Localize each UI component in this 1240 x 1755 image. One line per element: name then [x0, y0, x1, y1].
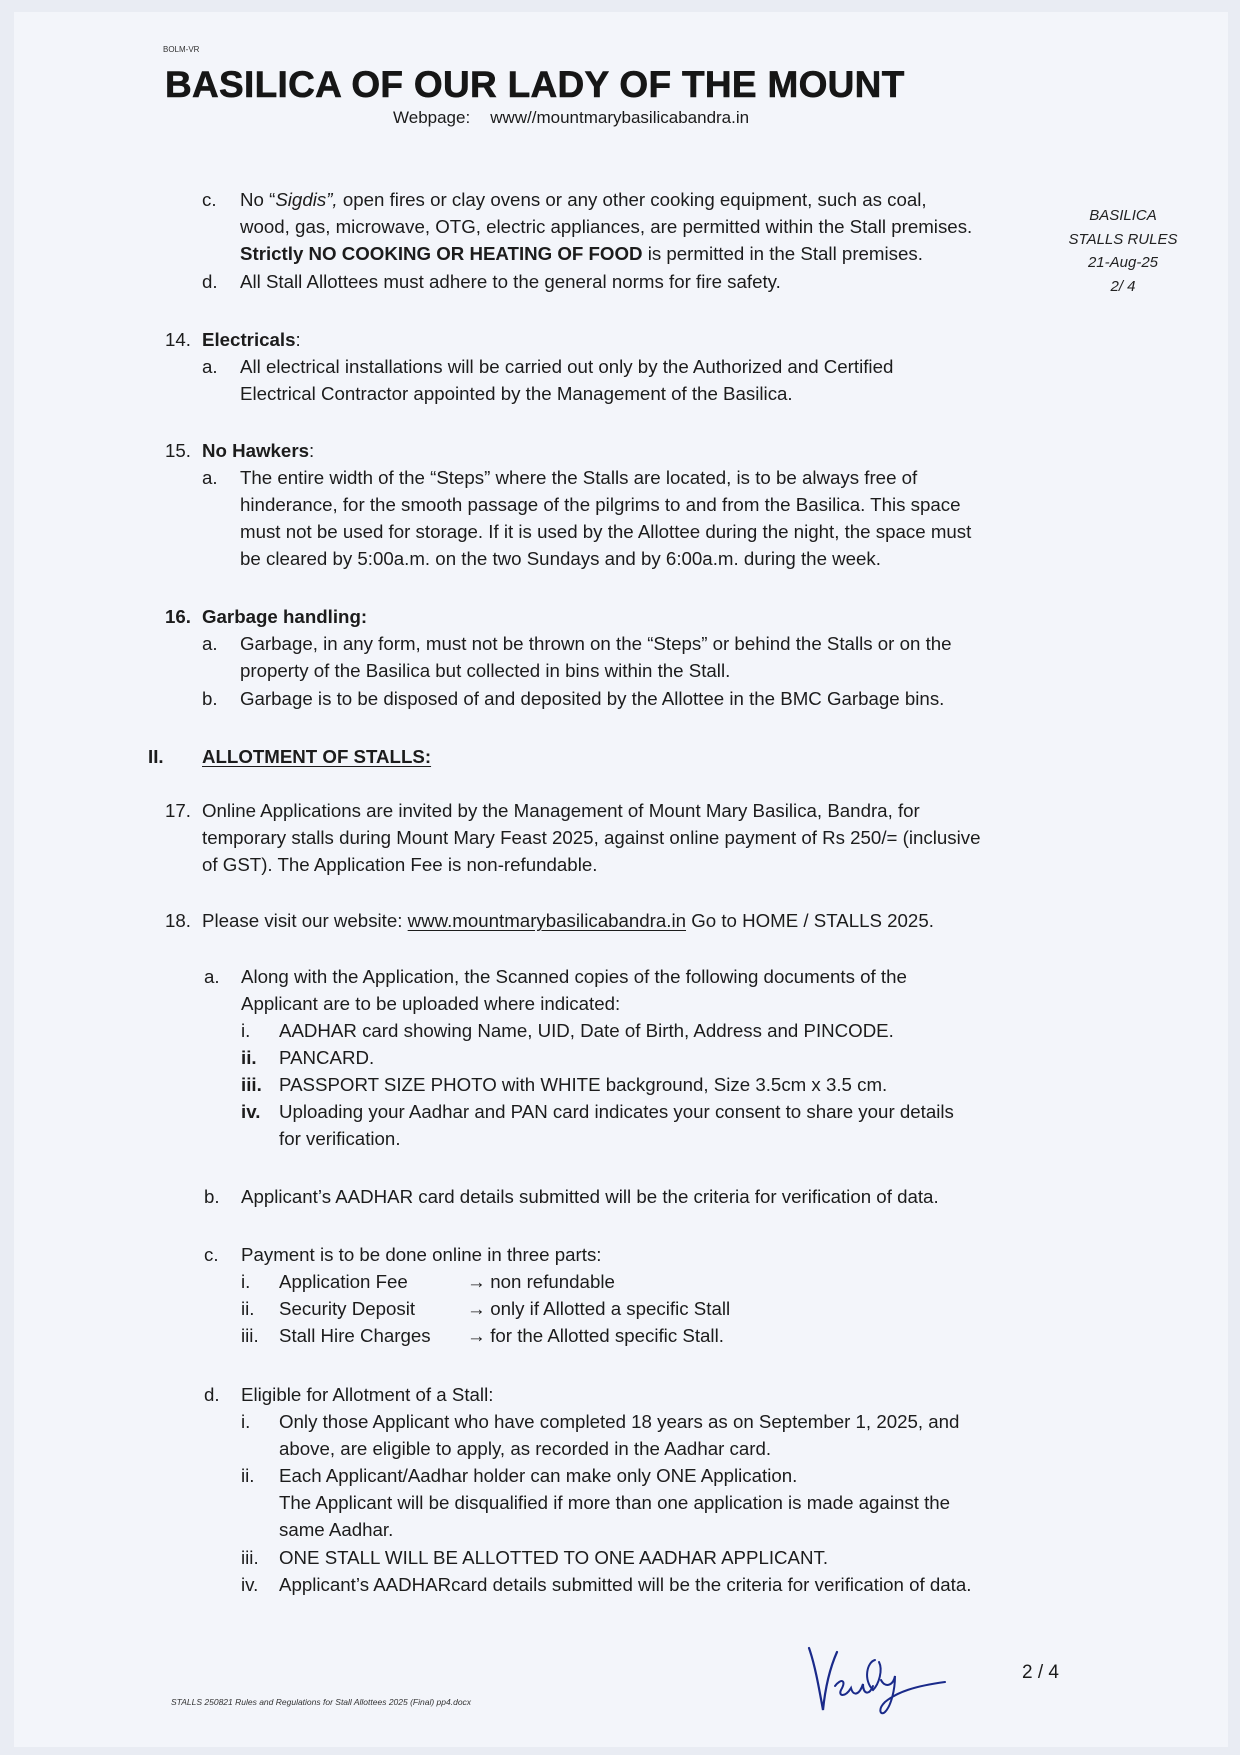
list-marker: a. — [202, 467, 218, 488]
item-number: 18. — [165, 910, 191, 931]
item-13c-line1: No “Sigdis”, open fires or clay ovens or any other cooking equipment, such as coal, — [240, 189, 927, 210]
footer-filename: STALLS 250821 Rules and Regulations for Stall Allottees 2025 (Final) pp4.docx — [171, 1697, 472, 1707]
item-18c-text: Payment is to be done online in three parts: — [241, 1244, 602, 1265]
item-15-heading: No Hawkers: — [202, 440, 315, 461]
item-15a-line1: The entire width of the “Steps” where the Stalls are located, is to be always free of — [240, 467, 918, 488]
item-13d-text: All Stall Allottees must adhere to the general norms for fire safety. — [240, 271, 781, 292]
side-note — [1058, 204, 1188, 298]
payment-part-note: → only if Allotted a specific Stall — [467, 1295, 730, 1323]
document-requirement: PANCARD. — [279, 1047, 375, 1068]
item-17-line1: Online Applications are invited by the Management of Mount Mary Basilica, Bandra, for — [202, 800, 920, 821]
item-number: 17. — [165, 800, 191, 821]
item-16-heading: Garbage handling: — [202, 606, 368, 627]
item-18b-text: Applicant’s AADHAR card details submitted will be the criteria for verification of data. — [241, 1186, 939, 1207]
item-14-heading: Electricals: — [202, 329, 301, 350]
no-cooking-warning: Strictly NO COOKING OR HEATING OF FOOD — [240, 243, 643, 264]
document-requirement: AADHAR card showing Name, UID, Date of Birth, Address and PINCODE. — [279, 1020, 894, 1041]
webpage-line — [393, 108, 749, 128]
sub-marker: iii. — [241, 1074, 262, 1095]
side-note-line: 21-Aug-25 — [1087, 254, 1159, 271]
eligibility-rule: Only those Applicant who have completed 18 years as on September 1, 2025, and — [279, 1411, 960, 1432]
list-marker: a. — [202, 356, 218, 377]
payment-part-label: Stall Hire Charges — [279, 1325, 431, 1346]
list-marker: b. — [202, 688, 218, 709]
payment-part-note: → for the Allotted specific Stall. — [467, 1322, 724, 1350]
webpage-url: www//mountmarybasilicabandra.in — [490, 108, 750, 127]
item-13c-line3: Strictly NO COOKING OR HEATING OF FOOD is permitted in the Stall premises. — [240, 243, 923, 264]
page-number: 2 / 4 — [1022, 1662, 1059, 1683]
sub-marker: iii. — [241, 1325, 259, 1346]
sub-marker: ii. — [241, 1298, 255, 1319]
arrow-right-icon: → — [467, 1298, 486, 1319]
item-18a-line1: Along with the Application, the Scanned copies of the following documents of the — [241, 966, 907, 987]
sub-marker: i. — [241, 1020, 251, 1041]
list-marker: a. — [202, 633, 218, 654]
section-heading: ALLOTMENT OF STALLS: — [202, 746, 432, 767]
eligibility-rule: above, are eligible to apply, as recorded in the Aadhar card. — [279, 1438, 772, 1459]
eligibility-rule: Applicant’s AADHARcard details submitted will be the criteria for verification of data. — [279, 1574, 972, 1595]
side-note-line: BASILICA — [1089, 207, 1157, 224]
sub-marker: iv. — [241, 1574, 259, 1595]
side-note-line: STALLS RULES — [1068, 230, 1178, 248]
item-14a-line2: Electrical Contractor appointed by the Management of the Basilica. — [240, 383, 793, 404]
list-marker: b. — [204, 1186, 220, 1207]
payment-part-label: Application Fee — [279, 1271, 408, 1292]
item-15a-line4: be cleared by 5:00a.m. on the two Sundays and by 6:00a.m. during the week. — [240, 548, 881, 569]
website-link[interactable]: www.mountmarybasilicabandra.in — [407, 910, 687, 931]
eligibility-rule: Each Applicant/Aadhar holder can make only ONE Application. — [279, 1465, 798, 1486]
item-number: 14. — [165, 329, 191, 350]
sub-marker: iii. — [241, 1547, 259, 1568]
reference-code: BOLM-VR — [163, 45, 200, 54]
item-18-line: Please visit our website: www.mountmarybasilicabandra.in Go to HOME / STALLS 2025. — [202, 910, 934, 931]
section-numeral: II. — [148, 746, 164, 767]
document-title: BASILICA OF OUR LADY OF THE MOUNT — [165, 64, 905, 105]
webpage-label: Webpage: — [393, 108, 471, 127]
arrow-right-icon: → — [467, 1325, 486, 1346]
document-requirement: for verification. — [279, 1128, 401, 1149]
payment-part-label: Security Deposit — [279, 1298, 416, 1319]
sigdis-term: Sigdis”, — [275, 189, 338, 210]
sub-marker: i. — [241, 1411, 251, 1432]
item-14a-line1: All electrical installations will be carried out only by the Authorized and Certified — [240, 356, 894, 377]
list-marker: c. — [204, 1244, 219, 1265]
sub-marker: ii. — [241, 1047, 257, 1068]
item-number: 15. — [165, 440, 191, 461]
document-requirement: PASSPORT SIZE PHOTO with WHITE background, Size 3.5cm x 3.5 cm. — [279, 1074, 888, 1095]
item-18a-line2: Applicant are to be uploaded where indicated: — [241, 993, 621, 1014]
item-17-line3: of GST). The Application Fee is non-refundable. — [202, 854, 598, 875]
item-16a-line1: Garbage, in any form, must not be thrown on the “Steps” or behind the Stalls or on the — [240, 633, 952, 654]
sub-marker: ii. — [241, 1465, 255, 1486]
sub-marker: i. — [241, 1271, 251, 1292]
eligibility-rule: same Aadhar. — [279, 1519, 394, 1540]
list-marker: d. — [202, 271, 218, 292]
item-15a-line3: must not be used for storage. If it is used by the Allottee during the night, the space must — [240, 521, 972, 542]
eligibility-rule: The Applicant will be disqualified if more than one application is made against the — [279, 1492, 951, 1513]
item-16a-line2: property of the Basilica but collected in bins within the Stall. — [240, 660, 731, 681]
document-requirement: Uploading your Aadhar and PAN card indicates your consent to share your details — [279, 1101, 954, 1122]
list-marker: a. — [204, 966, 220, 987]
list-marker: d. — [204, 1384, 220, 1405]
item-number: 16. — [165, 606, 191, 627]
item-18d-text: Eligible for Allotment of a Stall: — [241, 1384, 494, 1405]
eligibility-rule: ONE STALL WILL BE ALLOTTED TO ONE AADHAR APPLICANT. — [279, 1547, 829, 1568]
item-17-line2: temporary stalls during Mount Mary Feast 2025, against online payment of Rs 250/= (inclusive — [202, 827, 981, 848]
payment-part-note: → non refundable — [467, 1268, 615, 1296]
sub-marker: iv. — [241, 1101, 261, 1122]
item-15a-line2: hinderance, for the smooth passage of the pilgrims to and from the Basilica. This space — [240, 494, 961, 515]
side-note-line: 2/ 4 — [1110, 277, 1136, 295]
list-marker: c. — [202, 189, 217, 210]
arrow-right-icon: → — [467, 1271, 486, 1292]
signature — [805, 1640, 955, 1725]
item-13c-line2: wood, gas, microwave, OTG, electric appliances, are permitted within the Stall premises. — [240, 216, 973, 237]
item-16b-line1: Garbage is to be disposed of and deposited by the Allottee in the BMC Garbage bins. — [240, 688, 945, 709]
